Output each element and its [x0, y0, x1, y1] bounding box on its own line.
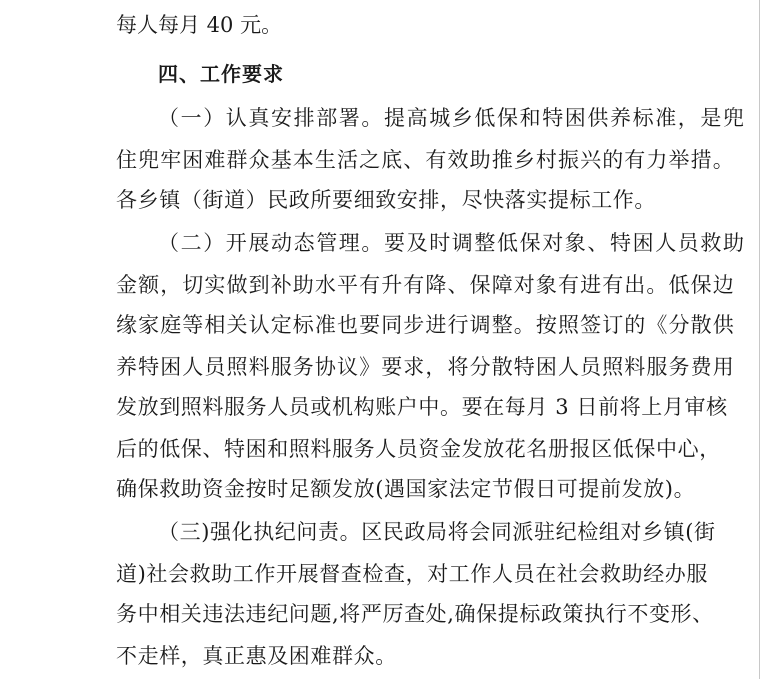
text-line: 每人每月 40 元。	[116, 13, 283, 37]
paragraph-line: 不走样，真正惠及困难群众。	[116, 644, 397, 668]
paragraph-line: 各乡镇（街道）民政所要细致安排，尽快落实提标工作。	[116, 188, 656, 212]
paragraph-line: （三)强化执纪问责。区民政局将会同派驻纪检组对乡镇(街	[158, 520, 716, 544]
paragraph-line: （一）认真安排部署。提高城乡低保和特困供养标准，是兜	[158, 106, 746, 130]
paragraph-line: 务中相关违法违纪问题,将严厉查处,确保提标政策执行不变形、	[116, 602, 714, 626]
paragraph-line: 发放到照料服务人员或机构账户中。要在每月 3 日前将上月审核	[116, 395, 728, 419]
paragraph-line: （二）开展动态管理。要及时调整低保对象、特困人员救助	[158, 231, 746, 255]
paragraph-line: 道)社会救助工作开展督查检查，对工作人员在社会救助经办服	[116, 562, 708, 586]
paragraph-line: 养特困人员照料服务协议》要求，将分散特困人员照料服务费用	[116, 355, 735, 379]
paragraph-line: 金额，切实做到补助水平有升有降、保障对象有进有出。低保边	[116, 273, 735, 297]
paragraph-line: 后的低保、特困和照料服务人员资金发放花名册报区低保中心，	[116, 437, 721, 461]
paragraph-line: 住兜牢困难群众基本生活之底、有效助推乡村振兴的有力举措。	[116, 148, 735, 172]
paragraph-line: 确保救助资金按时足额发放(遇国家法定节假日可提前发放)。	[116, 477, 696, 501]
paragraph-line: 缘家庭等相关认定标准也要同步进行调整。按照签订的《分散供	[116, 313, 735, 337]
section-heading: 四、工作要求	[158, 62, 284, 86]
